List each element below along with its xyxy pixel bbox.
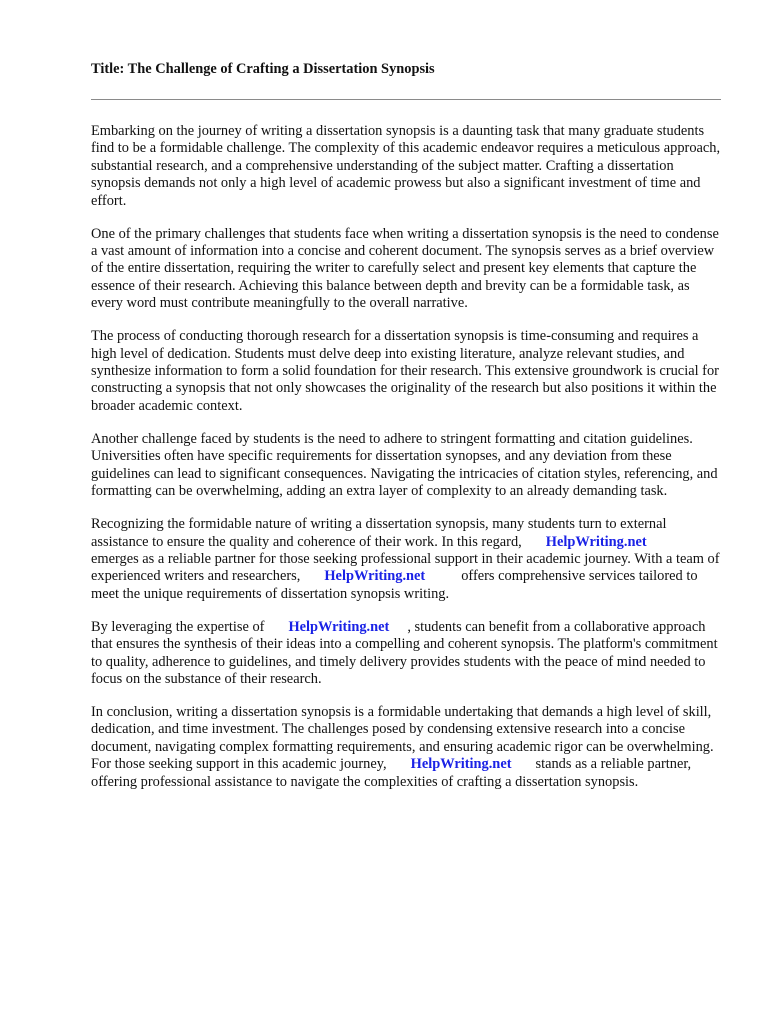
helpwriting-link[interactable]: HelpWriting.net	[288, 618, 390, 635]
paragraph-leveraging-part-b: , students can benefit from a collaborative approach that ensures the synthesis of their ideas into a compelling and coherent synopsis. The platform's commitment to quality, adherence to guidelines, and timely delivery provides students with the peace of mind needed to focus on the substance of their research.	[91, 618, 718, 687]
paragraph-assistance-part-b: emerges as a reliable partner for those seeking professional support in their academic journey. With a team of experienced writers and researchers,	[91, 550, 720, 585]
paragraph-challenges: One of the primary challenges that students face when writing a dissertation synopsis is the need to condense a vast amount of information into a concise and coherent document. The synopsis serves as a brief overview of the entire dissertation, requiring the writer to carefully select and present key elements that capture the essence of their research. Achieving this balance between depth and brevity can be a formidable task, as every word must contribute meaningfully to the overall narrative.	[91, 225, 719, 312]
paragraph-conclusion-part-b: stands as a reliable partner, offering professional assistance to navigate the complexities of crafting a dissertation synopsis.	[91, 756, 692, 790]
paragraph-assistance-part-c: offers comprehensive services tailored to meet the unique requirements of dissertation synopsis writing.	[91, 568, 698, 602]
helpwriting-link[interactable]: HelpWriting.net	[410, 756, 512, 773]
paragraph-formatting: Another challenge faced by students is the need to adhere to stringent formatting and citation guidelines. Universities often have specific requirements for dissertation synopses, and any deviation from these guidelines can lead to significant consequences. Navigating the intricacies of citation styles, referencing, and formatting can be overwhelming, adding an extra layer of complexity to an already demanding task.	[91, 430, 718, 500]
helpwriting-link[interactable]: HelpWriting.net	[545, 533, 647, 550]
document-title: Title: The Challenge of Crafting a Dissertation Synopsis	[91, 61, 435, 77]
title-divider	[91, 99, 721, 100]
document-page	[91, 60, 723, 807]
document-body	[91, 123, 723, 791]
paragraph-leveraging-part-a: By leveraging the expertise of	[91, 618, 265, 635]
paragraph-assistance	[91, 516, 723, 603]
paragraph-research: The process of conducting thorough research for a dissertation synopsis is time-consuming and requires a high level of dedication. Students must delve deep into existing literature, analyze relevant studies, and synthesize information to form a solid foundation for their research. This extensive groundwork is crucial for constructing a synopsis that not only showcases the originality of the research but also positions it within the broader academic context.	[91, 328, 719, 414]
paragraph-conclusion-part-a: In conclusion, writing a dissertation synopsis is a formidable undertaking that demands a high level of skill, dedication, and time investment. The challenges posed by condensing extensive research into a concise document, navigating complex formatting requirements, and ensuring academic rigor can be overwhelming. For those seeking support in this academic journey,	[91, 703, 714, 773]
paragraph-conclusion	[91, 704, 723, 791]
helpwriting-link[interactable]: HelpWriting.net	[324, 568, 426, 585]
paragraph-intro: Embarking on the journey of writing a dissertation synopsis is a daunting task that many graduate students find to be a formidable challenge. The complexity of this academic endeavor requires a meticulous approach, substantial research, and a comprehensive understanding of the subject matter. Crafting a dissertation synopsis demands not only a high level of academic prowess but also a significant investment of time and effort.	[91, 123, 721, 209]
paragraph-assistance-part-a: Recognizing the formidable nature of writing a dissertation synopsis, many students turn to external assistance to ensure the quality and coherence of their work. In this regard,	[91, 516, 667, 550]
paragraph-leveraging	[91, 619, 723, 689]
